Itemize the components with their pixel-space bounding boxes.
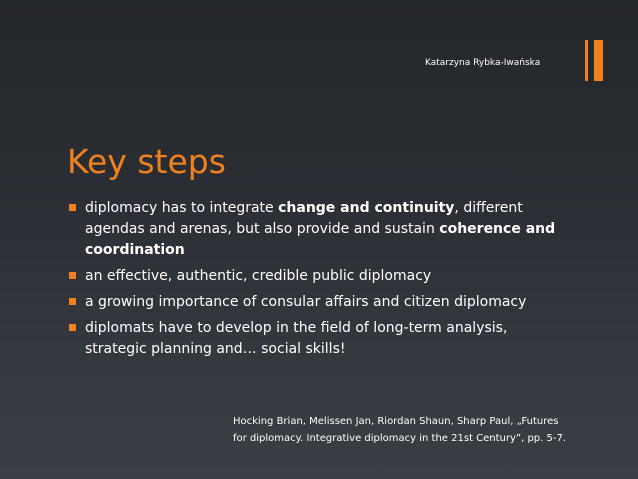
bullet-square-icon <box>69 298 76 305</box>
bullet-text: , different agendas and arenas, but also provide and sustain <box>85 200 523 237</box>
bullet-text: an effective, authentic, credible public diplomacy <box>85 268 432 284</box>
bullet-square-icon <box>69 272 76 279</box>
accent-bar-thick <box>594 40 603 81</box>
bullet-square-icon <box>69 204 76 211</box>
citation: Hocking Brian, Melissen Jan, Riordan Shaun, Sharp Paul, „Futures for diplomacy. Integrative diplomacy in the 21st Century”, pp. 5-7. <box>233 416 567 444</box>
bullet-list <box>67 198 567 365</box>
bullet-emphasis: change and continuity <box>278 200 455 216</box>
bullet-item <box>67 266 567 287</box>
bullet-item <box>67 292 567 313</box>
bullet-text: diplomats have to develop in the field of long-term analysis, strategic planning and… social skills! <box>85 320 508 357</box>
bullet-text: diplomacy has to integrate <box>85 200 279 216</box>
bullet-text: a growing importance of consular affairs and citizen diplomacy <box>85 294 527 310</box>
bullet-square-icon <box>69 324 76 331</box>
accent-bar-thin <box>585 40 588 81</box>
slide-title: Key steps <box>67 142 226 181</box>
bullet-item <box>67 198 567 261</box>
bullet-emphasis: coherence and coordination <box>85 221 556 258</box>
bullet-item <box>67 318 567 360</box>
author-name: Katarzyna Rybka-Iwańska <box>425 58 541 68</box>
